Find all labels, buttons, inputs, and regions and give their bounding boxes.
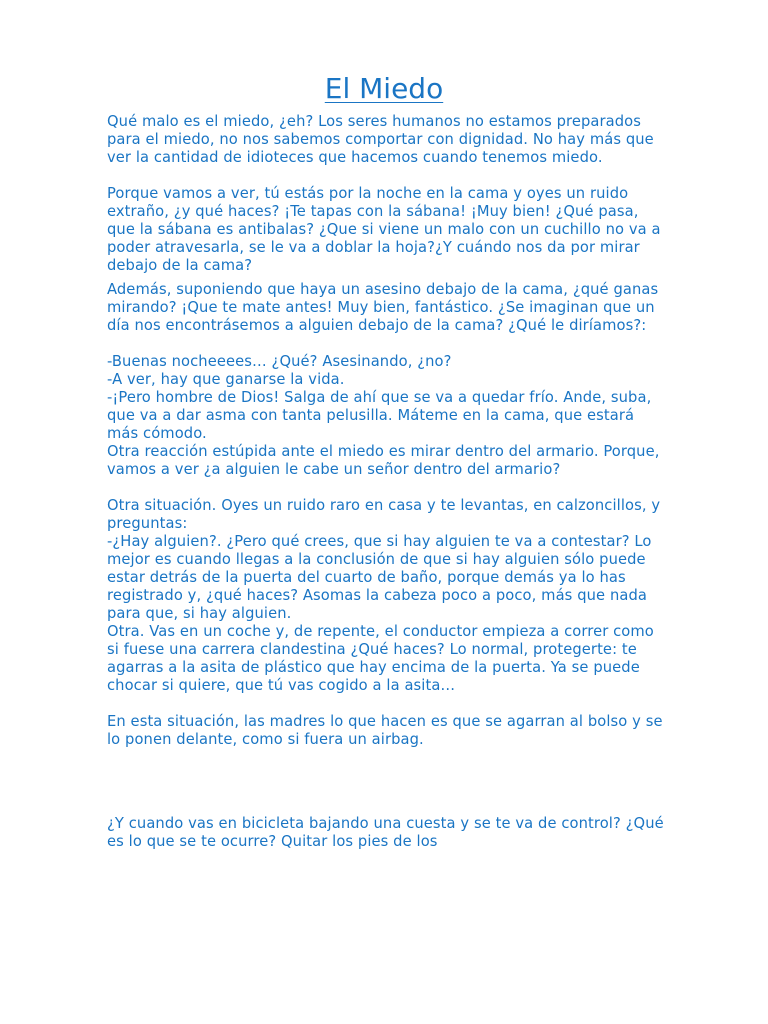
- paragraph-mothers: En esta situación, las madres lo que hacen es que se agarran al bolso y se lo ponen delante, como si fuera un airbag.: [107, 713, 663, 748]
- document-body: [107, 113, 667, 851]
- paragraph-wardrobe: Otra reacción estúpida ante el miedo es mirar dentro del armario. Porque, vamos a ver ¿a alguien le cabe un señor dentro del armario?: [107, 443, 660, 478]
- paragraph-bicycle: ¿Y cuando vas en bicicleta bajando una cuesta y se te va de control? ¿Qué es lo que se te ocurre? Quitar los pies de los: [107, 815, 664, 850]
- paragraph-bed: Porque vamos a ver, tú estás por la noche en la cama y oyes un ruido extraño, ¿y qué haces? ¡Te tapas con la sábana! ¡Muy bien! ¿Qué pasa, que la sábana es antibalas? ¿Que si viene un malo con un cuchillo no va a poder atravesarla, se le va a doblar la hoja?¿Y cuándo nos da por mirar debajo de la cama?: [107, 185, 661, 274]
- dialogue-line-1: -Buenas nocheeees… ¿Qué? Asesinando, ¿no?: [107, 353, 452, 370]
- dialogue-line-3: -¡Pero hombre de Dios! Salga de ahí que se va a quedar frío. Ande, suba, que va a dar asma con tanta pelusilla. Máteme en la cama, que estará más cómodo.: [107, 389, 652, 442]
- paragraph-intro: Qué malo es el miedo, ¿eh? Los seres humanos no estamos preparados para el miedo, no nos sabemos comportar con dignidad. No hay más que ver la cantidad de idioteces que hacemos cuando tenemos miedo.: [107, 113, 654, 166]
- paragraph-car: Otra. Vas en un coche y, de repente, el conductor empieza a correr como si fuese una carrera clandestina ¿Qué haces? Lo normal, protegerte: te agarras a la asita de plástico que hay encima de la puerta. Ya se puede chocar si quiere, que tú vas cogido a la asita…: [107, 623, 654, 694]
- dialogue-line-2: -A ver, hay que ganarse la vida.: [107, 371, 345, 388]
- paragraph-noise: Otra situación. Oyes un ruido raro en casa y te levantas, en calzoncillos, y preguntas:: [107, 497, 661, 532]
- document-title: El Miedo: [324, 72, 444, 105]
- paragraph-anyone: -¿Hay alguien?. ¿Pero qué crees, que si hay alguien te va a contestar? Lo mejor es cuando llegas a la conclusión de que si hay alguien sólo puede estar detrás de la puerta del cuarto de baño, porque demás ya lo has registrado y, ¿qué haces? Asomas la cabeza poco a poco, más que nada para que, si hay alguien.: [107, 533, 652, 622]
- paragraph-assassin: Además, suponiendo que haya un asesino debajo de la cama, ¿qué ganas mirando? ¡Que te mate antes! Muy bien, fantástico. ¿Se imaginan que un día nos encontrásemos a alguien debajo de la cama? ¿Qué le diríamos?:: [107, 281, 659, 334]
